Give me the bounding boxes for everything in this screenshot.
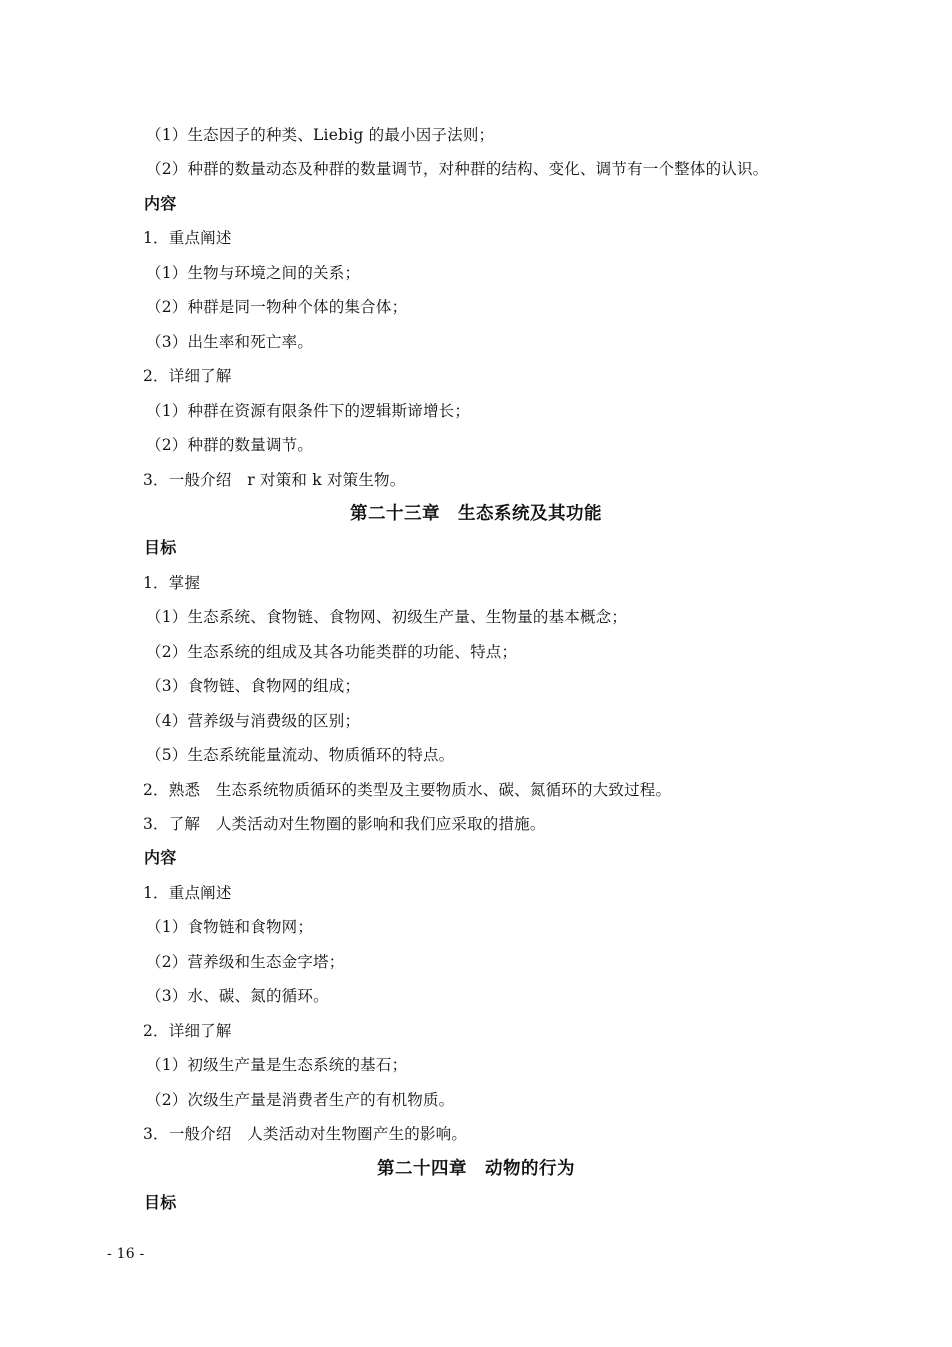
section-item: 2．详细了解: [143, 367, 232, 386]
list-item: （2）营养级和生态金字塔；: [146, 952, 345, 971]
chapter-heading: 第二十三章 生态系统及其功能: [350, 503, 602, 524]
list-item: （1）种群在资源有限条件下的逻辑斯谛增长；: [146, 401, 471, 420]
list-item: （1）生态系统、食物链、食物网、初级生产量、生物量的基本概念；: [146, 608, 628, 627]
list-item: （3）出生率和死亡率。: [146, 332, 314, 351]
list-item: （4）营养级与消费级的区别；: [146, 711, 361, 730]
section-item: 3．一般介绍 r 对策和 k 对策生物。: [143, 470, 406, 489]
chapter-heading: 第二十四章 动物的行为: [377, 1158, 575, 1179]
list-item: （1）初级生产量是生态系统的基石；: [146, 1056, 408, 1075]
section-item: 1．重点阐述: [143, 229, 232, 248]
section-label: 目标: [144, 1192, 177, 1212]
section-item: 1．掌握: [143, 573, 201, 592]
section-item: 3．了解 人类活动对生物圈的影响和我们应采取的措施。: [143, 815, 546, 833]
section-label: 内容: [144, 848, 177, 868]
section-item: 3．一般介绍 人类活动对生物圈产生的影响。: [143, 1125, 468, 1144]
section-item: 2．详细了解: [143, 1021, 232, 1040]
list-item: （2）种群的数量调节。: [146, 436, 314, 455]
list-item: （2）种群的数量动态及种群的数量调节，对种群的结构、变化、调节有一个整体的认识。: [146, 160, 769, 179]
list-item: （2）次级生产量是消费者生产的有机物质。: [146, 1090, 455, 1109]
section-item: 1．重点阐述: [143, 883, 232, 902]
section-item: 2．熟悉 生态系统物质循环的类型及主要物质水、碳、氮循环的大致过程。: [143, 780, 672, 799]
list-item: （1）生物与环境之间的关系；: [146, 263, 361, 282]
section-label: 目标: [144, 538, 177, 558]
list-item: （3）食物链、食物网的组成；: [146, 677, 361, 696]
list-item: （2）生态系统的组成及其各功能类群的功能、特点；: [146, 642, 518, 661]
page-number: - 16 -: [107, 1246, 145, 1262]
list-item: （3）水、碳、氮的循环。: [146, 987, 329, 1006]
list-item: （5）生态系统能量流动、物质循环的特点。: [146, 746, 455, 765]
section-label: 内容: [144, 193, 177, 213]
list-item: （1）食物链和食物网；: [146, 918, 314, 937]
list-item: （2）种群是同一物种个体的集合体；: [146, 298, 408, 317]
list-item: （1）生态因子的种类、Liebig 的最小因子法则；: [146, 126, 495, 144]
